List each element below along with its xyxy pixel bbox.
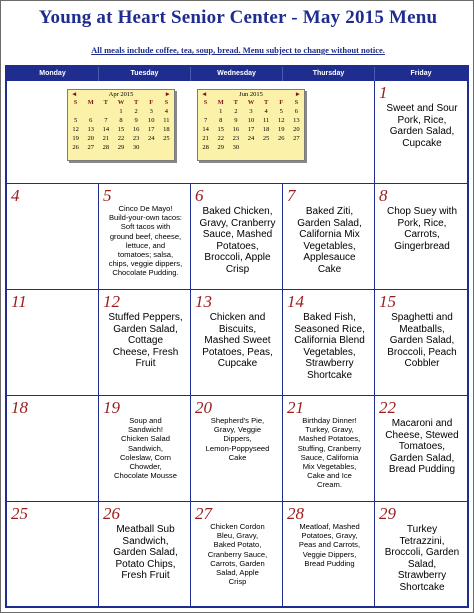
- header-friday: Friday: [410, 70, 432, 77]
- day-cell: [99, 396, 191, 501]
- mini-date: [289, 143, 304, 152]
- mini-date: 14: [202, 126, 209, 133]
- day-cell: [99, 184, 191, 289]
- mini-date: 20: [293, 126, 300, 133]
- day-menu: Baked Chicken, Gravy, Cranberry Sauce, Mashed Potatoes, Broccoli, Apple Crisp: [199, 206, 276, 275]
- mini-date: 17: [148, 126, 155, 133]
- day-menu: Chicken Cordon Bleu, Gravy, Baked Potato, Cranberry Sauce, Carrots, Garden Salad, Apple Crisp: [207, 522, 268, 587]
- day-menu: Spaghetti and Meatballs, Garden Salad, Broccoli, Peach Cobbler: [387, 312, 457, 369]
- mini-date: [274, 143, 289, 152]
- mini-weekday: M: [87, 99, 94, 106]
- day-cell: [375, 502, 467, 607]
- mini-date: 26: [278, 135, 285, 142]
- day-number: 26: [103, 504, 120, 523]
- calendar-grid: [5, 65, 469, 608]
- day-cell: [191, 502, 283, 607]
- mini-date: 3: [149, 108, 153, 115]
- mini-date: 17: [247, 126, 255, 133]
- mini-date: 16: [132, 126, 140, 133]
- day-number: 25: [11, 504, 28, 523]
- mini-weekday: W: [117, 99, 125, 106]
- mini-date: 23: [232, 135, 240, 142]
- mini-date: 30: [232, 144, 240, 151]
- mini-date: 29: [217, 144, 224, 151]
- day-number: 22: [379, 398, 396, 417]
- mini-date: 24: [148, 135, 155, 142]
- mini-date: 28: [202, 144, 209, 151]
- mini-date: 19: [72, 135, 79, 142]
- day-menu: Chop Suey with Pork, Rice, Carrots, Gingerbread: [386, 206, 458, 252]
- mini-weekday: S: [164, 99, 169, 106]
- mini-date: 7: [104, 117, 108, 124]
- mini-date: 11: [263, 117, 270, 124]
- day-number: 1: [379, 83, 388, 102]
- mini-date: 11: [163, 117, 170, 124]
- mini-date: 7: [203, 117, 208, 124]
- mini-date: 9: [234, 117, 238, 124]
- day-menu: Stuffed Peppers, Garden Salad, Cottage Cheese, Fresh Fruit: [108, 312, 183, 369]
- day-menu: Birthday Dinner! Turkey, Gravy, Mashed Potatoes, Stuffing, Cranberry Sauce, California Mix Vegetables, Cake and Ice Cream.: [297, 416, 362, 490]
- mini-date: [98, 107, 113, 116]
- day-cell: [99, 290, 191, 395]
- mini-weekday: T: [263, 99, 269, 106]
- day-cell: [99, 502, 191, 607]
- mini-weekday: S: [203, 99, 208, 106]
- mini-calendar-area: [7, 81, 375, 183]
- day-cell: [375, 396, 467, 501]
- mini-date: [159, 143, 174, 152]
- day-menu: Chicken and Biscuits, Mashed Sweet Potatoes, Peas, Cupcake: [202, 312, 273, 369]
- day-cell: [191, 396, 283, 501]
- mini-date: 22: [217, 135, 224, 142]
- mini-next-arrow-icon[interactable]: ►: [294, 91, 301, 98]
- day-menu: Meatball Sub Sandwich, Garden Salad, Potato Chips, Fresh Fruit: [113, 524, 178, 581]
- mini-date: [243, 143, 258, 152]
- mini-date: 9: [134, 117, 138, 124]
- mini-weekday: T: [103, 99, 109, 106]
- mini-date: 26: [72, 144, 79, 151]
- mini-date: 18: [262, 126, 270, 133]
- day-cell: [191, 290, 283, 395]
- day-cell: [191, 184, 283, 289]
- mini-date: 13: [87, 126, 94, 133]
- mini-month-label: Jun 2015: [239, 91, 263, 98]
- mini-date: 30: [132, 144, 140, 151]
- page-subtitle: All meals include coffee, tea, soup, bread. Menu subject to change without notice.: [91, 45, 385, 55]
- mini-weekday: W: [247, 99, 255, 106]
- day-menu: Cinco De Mayo! Build-your-own tacos: Soft tacos with ground beef, cheese, lettuce, and tomatoes; salsa, chips, veggie dippers, Chocolate Pudding.: [108, 204, 183, 278]
- mini-date: 10: [148, 117, 155, 124]
- mini-weekday: F: [279, 99, 284, 106]
- header-tuesday: Tuesday: [99, 67, 191, 81]
- mini-date: 2: [134, 108, 138, 115]
- mini-weekday: T: [133, 99, 139, 106]
- mini-date: [144, 143, 159, 152]
- day-number: 8: [379, 186, 388, 205]
- day-cell: [283, 184, 375, 289]
- day-menu: Sweet and Sour Pork, Rice, Garden Salad, Cupcake: [386, 103, 458, 149]
- day-number: 6: [195, 186, 204, 205]
- mini-date: [83, 107, 98, 116]
- day-number: 18: [11, 398, 28, 417]
- mini-date: 4: [164, 108, 169, 115]
- day-cell: [375, 184, 467, 289]
- mini-date: 19: [278, 126, 285, 133]
- header-thursday: Thursday: [283, 67, 375, 81]
- mini-date: 6: [89, 117, 93, 124]
- mini-date: 12: [278, 117, 285, 124]
- day-menu: Baked Ziti, Garden Salad, California Mix Vegetables, Applesauce Cake: [297, 206, 362, 275]
- mini-date: 16: [232, 126, 240, 133]
- mini-calendar-1: [197, 89, 305, 161]
- mini-date: 29: [117, 144, 125, 151]
- mini-date: 6: [294, 108, 299, 115]
- mini-date: 23: [132, 135, 140, 142]
- mini-prev-arrow-icon[interactable]: ◄: [71, 91, 78, 98]
- mini-date: [198, 107, 213, 116]
- mini-date: 24: [247, 135, 255, 142]
- day-menu: Baked Fish, Seasoned Rice, California Blend Vegetables, Strawberry Shortcake: [294, 312, 365, 381]
- mini-date: 8: [119, 117, 123, 124]
- week-row: [7, 396, 467, 502]
- mini-date: 14: [102, 126, 110, 133]
- day-cell: [7, 290, 99, 395]
- mini-weekday: S: [73, 99, 78, 106]
- mini-date: 21: [102, 135, 110, 142]
- day-number: 27: [195, 504, 212, 523]
- mini-date: 20: [87, 135, 94, 142]
- mini-date: 4: [264, 108, 268, 115]
- mini-date: 22: [117, 135, 125, 142]
- mini-date: 8: [219, 117, 223, 124]
- mini-date: 2: [234, 108, 238, 115]
- day-number: 28: [287, 504, 304, 523]
- day-number: 4: [11, 186, 20, 205]
- mini-weekday: F: [149, 99, 154, 106]
- mini-date: 13: [293, 117, 300, 124]
- day-number: 29: [379, 504, 396, 523]
- mini-date: 12: [72, 126, 79, 133]
- day-number: 14: [287, 292, 304, 311]
- weekday-header: [7, 67, 467, 81]
- week-row: [7, 81, 467, 184]
- mini-date: 1: [219, 108, 223, 115]
- day-menu: Shepherd's Pie, Gravy, Veggie Dippers, Lemon-Poppyseed Cake: [205, 416, 270, 462]
- header-monday: Monday: [7, 67, 99, 81]
- day-number: 15: [379, 292, 396, 311]
- day-number: 11: [11, 292, 27, 311]
- day-number: 19: [103, 398, 120, 417]
- day-number: 21: [287, 398, 304, 417]
- day-cell: [7, 502, 99, 607]
- mini-next-arrow-icon[interactable]: ►: [164, 91, 171, 98]
- day-cell: [7, 184, 99, 289]
- day-menu: Macaroni and Cheese, Stewed Tomatoes, Garden Salad, Bread Pudding: [385, 418, 459, 475]
- day-number: 5: [103, 186, 112, 205]
- mini-date: 25: [163, 135, 170, 142]
- mini-date: [259, 143, 274, 152]
- mini-prev-arrow-icon[interactable]: ◄: [201, 91, 208, 98]
- day-cell: [283, 396, 375, 501]
- day-cell: [283, 290, 375, 395]
- day-number: 13: [195, 292, 212, 311]
- mini-date: 10: [247, 117, 255, 124]
- mini-date: 5: [279, 108, 283, 115]
- week-row: [7, 184, 467, 290]
- day-cell: [375, 290, 467, 395]
- mini-date: 1: [119, 108, 123, 115]
- day-number: 20: [195, 398, 212, 417]
- day-cell: [283, 502, 375, 607]
- mini-date: 21: [202, 135, 209, 142]
- mini-month-label: Apr 2015: [108, 91, 134, 98]
- week-row: [7, 290, 467, 396]
- mini-date: 25: [262, 135, 270, 142]
- header-wednesday: Wednesday: [191, 67, 283, 81]
- day-number: 12: [103, 292, 120, 311]
- mini-weekday: M: [217, 99, 224, 106]
- mini-date: 27: [293, 135, 300, 142]
- day-menu: Meatloaf, Mashed Potatoes, Gravy, Peas and Carrots, Veggie Dippers, Bread Pudding: [298, 522, 361, 568]
- day-cell: [7, 396, 99, 501]
- mini-date: 15: [117, 126, 125, 133]
- mini-date: 15: [217, 126, 224, 133]
- day-number: 7: [287, 186, 296, 205]
- page-title: Young at Heart Senior Center - May 2015 Menu: [38, 7, 438, 28]
- mini-weekday: S: [294, 99, 299, 106]
- day-cell: [375, 81, 467, 183]
- day-menu: Soup and Sandwich! Chicken Salad Sandwich, Coleslaw, Corn Chowder, Chocolate Mousse: [114, 416, 177, 481]
- weeks-container: [7, 81, 467, 606]
- mini-date: 27: [87, 144, 94, 151]
- mini-date: 5: [73, 117, 78, 124]
- mini-date: 28: [102, 144, 110, 151]
- mini-date: [68, 107, 83, 116]
- mini-date: 18: [163, 126, 170, 133]
- day-menu: Turkey Tetrazzini, Broccoli, Garden Salad, Strawberry Shortcake: [384, 524, 460, 593]
- mini-weekday: T: [233, 99, 239, 106]
- mini-date: 3: [249, 108, 253, 115]
- mini-calendar-0: [67, 89, 175, 161]
- week-row: [7, 502, 467, 607]
